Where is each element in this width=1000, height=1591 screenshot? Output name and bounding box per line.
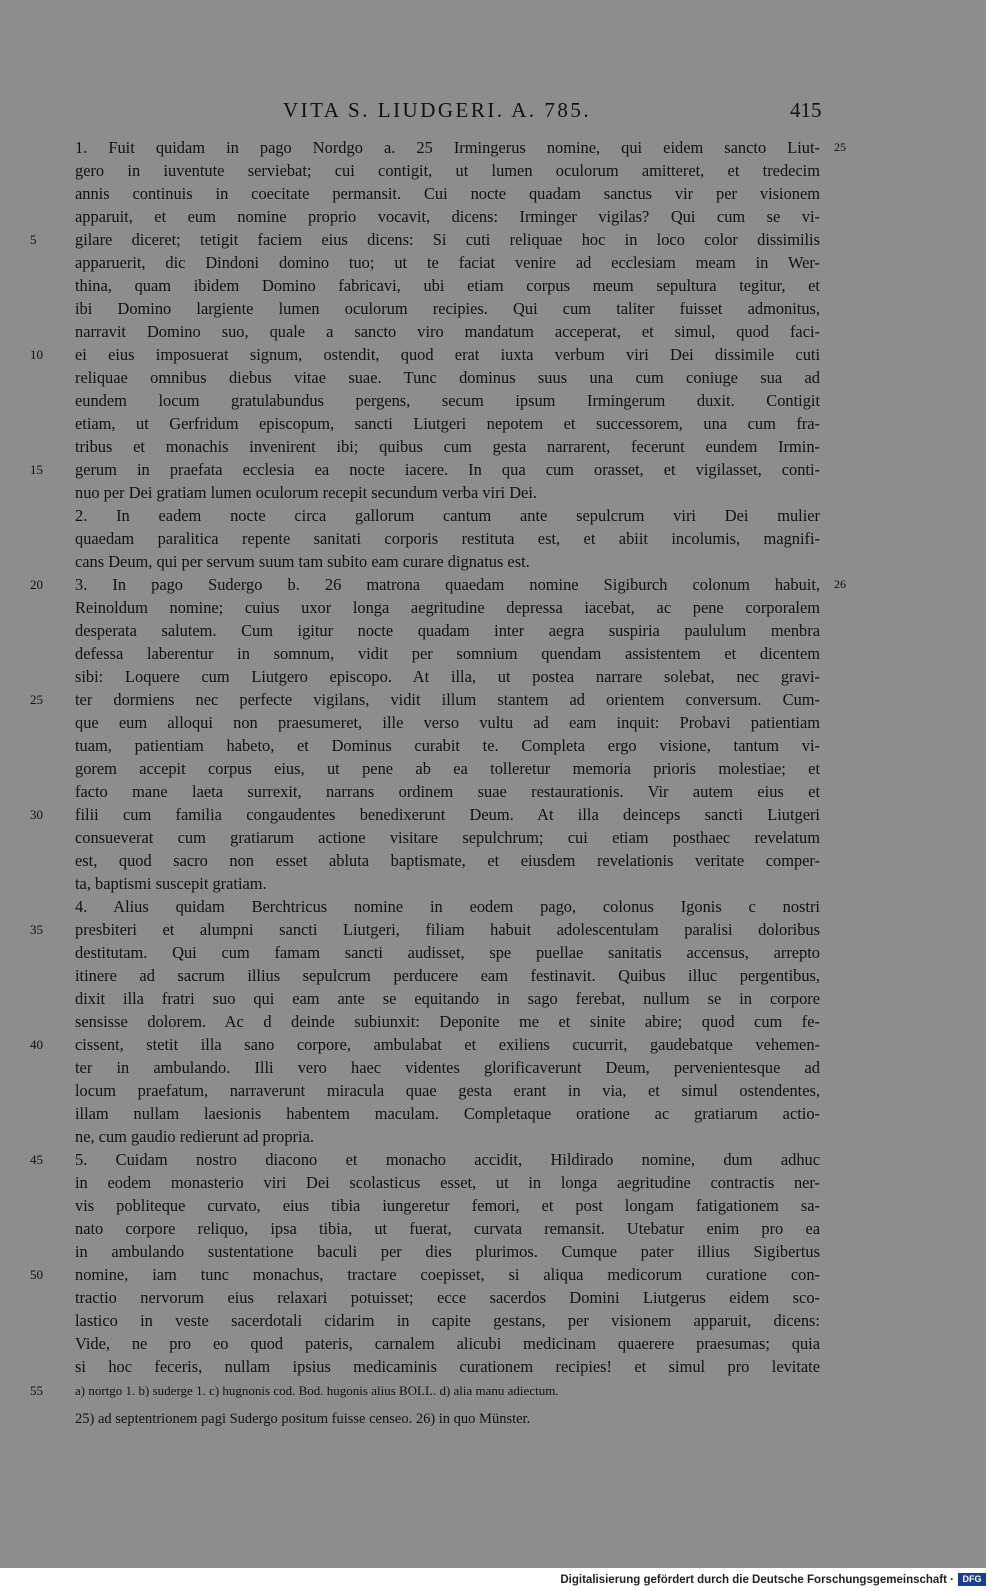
dfg-logo: DFG: [958, 1573, 986, 1586]
text-line: consueverat cum gratiarum actione visitare sepulchrum; cui etiam posthaec revelatum: [75, 828, 820, 847]
footer-bar: [0, 1568, 1000, 1591]
text-line: sensisse dolorem. Ac d deinde subiunxit: Deponite me et sinite abire; quod cum fe-: [75, 1012, 820, 1031]
text-line: tractio nervorum eius relaxari potuisset; ecce sacerdos Domini Liutgerus eidem sco-: [75, 1288, 820, 1307]
text-line: si hoc feceris, nullam ipsius medicaminis curationem recipies! et simul pro levitate: [75, 1357, 820, 1376]
text-line: 5. Cuidam nostro diacono et monacho accidit, Hildirado nomine, dum adhuc: [75, 1150, 820, 1169]
line-number: 10: [30, 347, 43, 362]
text-line: itinere ad sacrum illius sepulcrum perducere eam festinavit. Quibus illuc pergentibus,: [75, 966, 820, 985]
text-line: 1. Fuit quidam in pago Nordgo a. 25 Irmingerus nomine, qui eidem sancto Liut-: [75, 138, 820, 157]
text-line: ibi Domino largiente lumen oculorum recipies. Qui cum taliter fuisset admonitus,: [75, 299, 820, 318]
text-line: 2. In eadem nocte circa gallorum cantum ante sepulcrum viri Dei mulier: [75, 506, 820, 525]
line-number: 5: [30, 232, 37, 247]
text-line: desperata salutem. Cum igitur nocte quadam inter aegra suspiria paululum menbra: [75, 621, 820, 640]
text-line: destitutam. Qui cum famam sancti audisset, spe puellae sanitatis accensus, arrepto: [75, 943, 820, 962]
text-line: gorem accepit corpus eius, ut pene ab ea tolleretur memoria prioris molestiae; et: [75, 759, 820, 778]
text-line: 4. Alius quidam Berchtricus nomine in eodem pago, colonus Igonis c nostri: [75, 897, 820, 916]
text-line: illam nullam laesionis habentem maculam. Completaque oratione ac gratiarum actio-: [75, 1104, 820, 1123]
text-line: locum praefatum, narraverunt miracula quae gesta erant in via, et simul ostendentes,: [75, 1081, 820, 1100]
page-number: 415: [790, 98, 822, 122]
text-line: nomine, iam tunc monachus, tractare coepisset, si aliqua medicorum curatione con-: [75, 1265, 820, 1284]
text-line: eundem locum gratulabundus pergens, secum ipsum Irmingerum duxit. Contigit: [75, 391, 820, 410]
text-line: tribus et monachis invenirent ibi; quibus cum gesta narrarent, fecerunt eundem Irmin-: [75, 437, 820, 456]
text-line: que eum alloqui non praesumeret, ille verso vultu ad eam inquit: Probavi patientiam: [75, 713, 820, 732]
text-line: in ambulando sustentatione baculi per dies plurimos. Cumque pater illius Sigibertus: [75, 1242, 820, 1261]
text-line: sibi: Loquere cum Liutgero episcopo. At illa, ut postea narrare solebat, nec gravi-: [75, 667, 820, 686]
text-line: gero in iuventute serviebat; cui contigit, ut lumen oculorum amitteret, et tredecim: [75, 161, 820, 180]
text-line: lastico in veste sacerdotali cidarim in capite gestans, per visionem apparuit, dicens:: [75, 1311, 820, 1330]
text-line: reliquae omnibus diebus vitae suae. Tunc dominus suus una cum coniuge sua ad: [75, 368, 820, 387]
text-line: apparuit, et eum nomine proprio vocavit, dicens: Irminger vigilas? Qui cum se vi-: [75, 207, 820, 226]
line-number: 55: [30, 1383, 43, 1398]
line-number: 35: [30, 922, 43, 937]
margin-note-number: 25: [834, 140, 846, 154]
text-line: nuo per Dei gratiam lumen oculorum recepit secundum verba viri Dei.: [75, 483, 537, 502]
funding-credit: Digitalisierung gefördert durch die Deutsche Forschungsgemeinschaft ·: [560, 1574, 954, 1586]
line-number: 20: [30, 577, 43, 592]
text-line: ne, cum gaudio redierunt ad propria.: [75, 1127, 314, 1146]
footnote-variants: a) nortgo 1. b) suderge 1. c) hugnonis cod. Bod. hugonis alius BOLL. d) alia manu adiectum.: [75, 1383, 559, 1398]
text-line: filii cum familia congaudentes benedixerunt Deum. At illa deinceps sancti Liutgeri: [75, 805, 820, 824]
text-line: gerum in praefata ecclesia ea nocte iacere. In qua cum orasset, et vigilasset, conti-: [75, 460, 820, 479]
text-line: facto mane laeta surrexit, narrans ordinem suae restaurationis. Vir autem eius et: [75, 782, 820, 801]
line-number: 45: [30, 1152, 43, 1167]
line-number: 50: [30, 1267, 43, 1282]
text-line: Vide, ne pro eo quod pateris, carnalem alicubi medicinam quaerere praesumas; quia: [75, 1334, 820, 1353]
text-line: tuam, patientiam habeto, et Dominus curabit te. Completa ergo visione, tantum vi-: [75, 736, 820, 755]
text-line: ei eius imposuerat signum, ostendit, quod erat iuxta verbum viri Dei dissimile cuti: [75, 345, 820, 364]
text-line: gilare diceret; tetigit faciem eius dicens: Si cuti reliquae hoc in loco color dissimilis: [75, 230, 820, 249]
margin-note-number: 26: [834, 577, 846, 591]
text-line: presbiteri et alumpni sancti Liutgeri, filiam habuit adolescentulam paralisi doloribus: [75, 920, 820, 939]
text-line: apparuerit, dic Dindoni domino tuo; ut te faciat venire ad ecclesiam meam in Wer-: [75, 253, 820, 272]
line-number: 40: [30, 1037, 43, 1052]
text-line: quaedam paralitica repente sanitati corporis restituta est, et abiit incolumis, magnifi-: [75, 529, 820, 548]
text-line: in eodem monasterio viri Dei scolasticus esset, ut in longa aegritudine contractis ner-: [75, 1173, 820, 1192]
text-line: 3. In pago Sudergo b. 26 matrona quaedam nomine Sigiburch colonum habuit,: [75, 575, 820, 594]
text-line: est, quod sacro non esset abluta baptismate, et eiusdem revelationis veritate comper-: [75, 851, 820, 870]
text-line: vis pobliteque curvato, eius tibia iungeretur femori, et post longam fatigationem sa-: [75, 1196, 820, 1215]
text-line: cans Deum, qui per servum suum tam subito eam curare dignatus est.: [75, 552, 530, 571]
text-line: annis continuis in coecitate permansit. Cui nocte quadam sanctus vir per visionem: [75, 184, 820, 203]
text-line: ter in ambulando. Illi vero haec videntes glorificaverunt Deum, pervenientesque ad: [75, 1058, 820, 1077]
line-number: 30: [30, 807, 43, 822]
line-number: 15: [30, 462, 43, 477]
text-line: cissent, stetit illa sano corpore, ambulabat et exiliens cucurrit, gaudebatque vehemen-: [75, 1035, 820, 1054]
text-line: nato corpore reliquo, ipsa tibia, ut fuerat, curvata remansit. Utebatur enim pro ea: [75, 1219, 820, 1238]
text-line: ter dormiens nec perfecte vigilans, vidit illum stantem ad orientem conversum. Cum-: [75, 690, 820, 709]
text-line: ta, baptismi suscepit gratiam.: [75, 874, 267, 893]
footnote-commentary: 25) ad septentrionem pagi Sudergo positum fuisse censeo. 26) in quo Münster.: [75, 1411, 531, 1427]
line-number: 25: [30, 692, 43, 707]
text-line: narravit Domino suo, quale a sancto viro mandatum acceperat, et simul, quod faci-: [75, 322, 820, 341]
text-line: dixit illa fratri suo qui eam ante se equitando in sago ferebat, nullum se in corpore: [75, 989, 820, 1008]
page-header: [0, 98, 986, 124]
text-line: etiam, ut Gerfridum episcopum, sancti Liutgeri nepotem et successorem, una cum fra-: [75, 414, 820, 433]
text-line: thina, quam ibidem Domino fabricavi, ubi etiam corpus meum sepultura tegitur, et: [75, 276, 820, 295]
text-line: Reinoldum nomine; cuius uxor longa aegritudine depressa iacebat, ac pene corporalem: [75, 598, 820, 617]
running-title: VITA S. LIUDGERI. A. 785.: [283, 98, 592, 122]
text-line: defessa laberentur in somnum, vidit per somnium quendam assistentem et dicentem: [75, 644, 820, 663]
